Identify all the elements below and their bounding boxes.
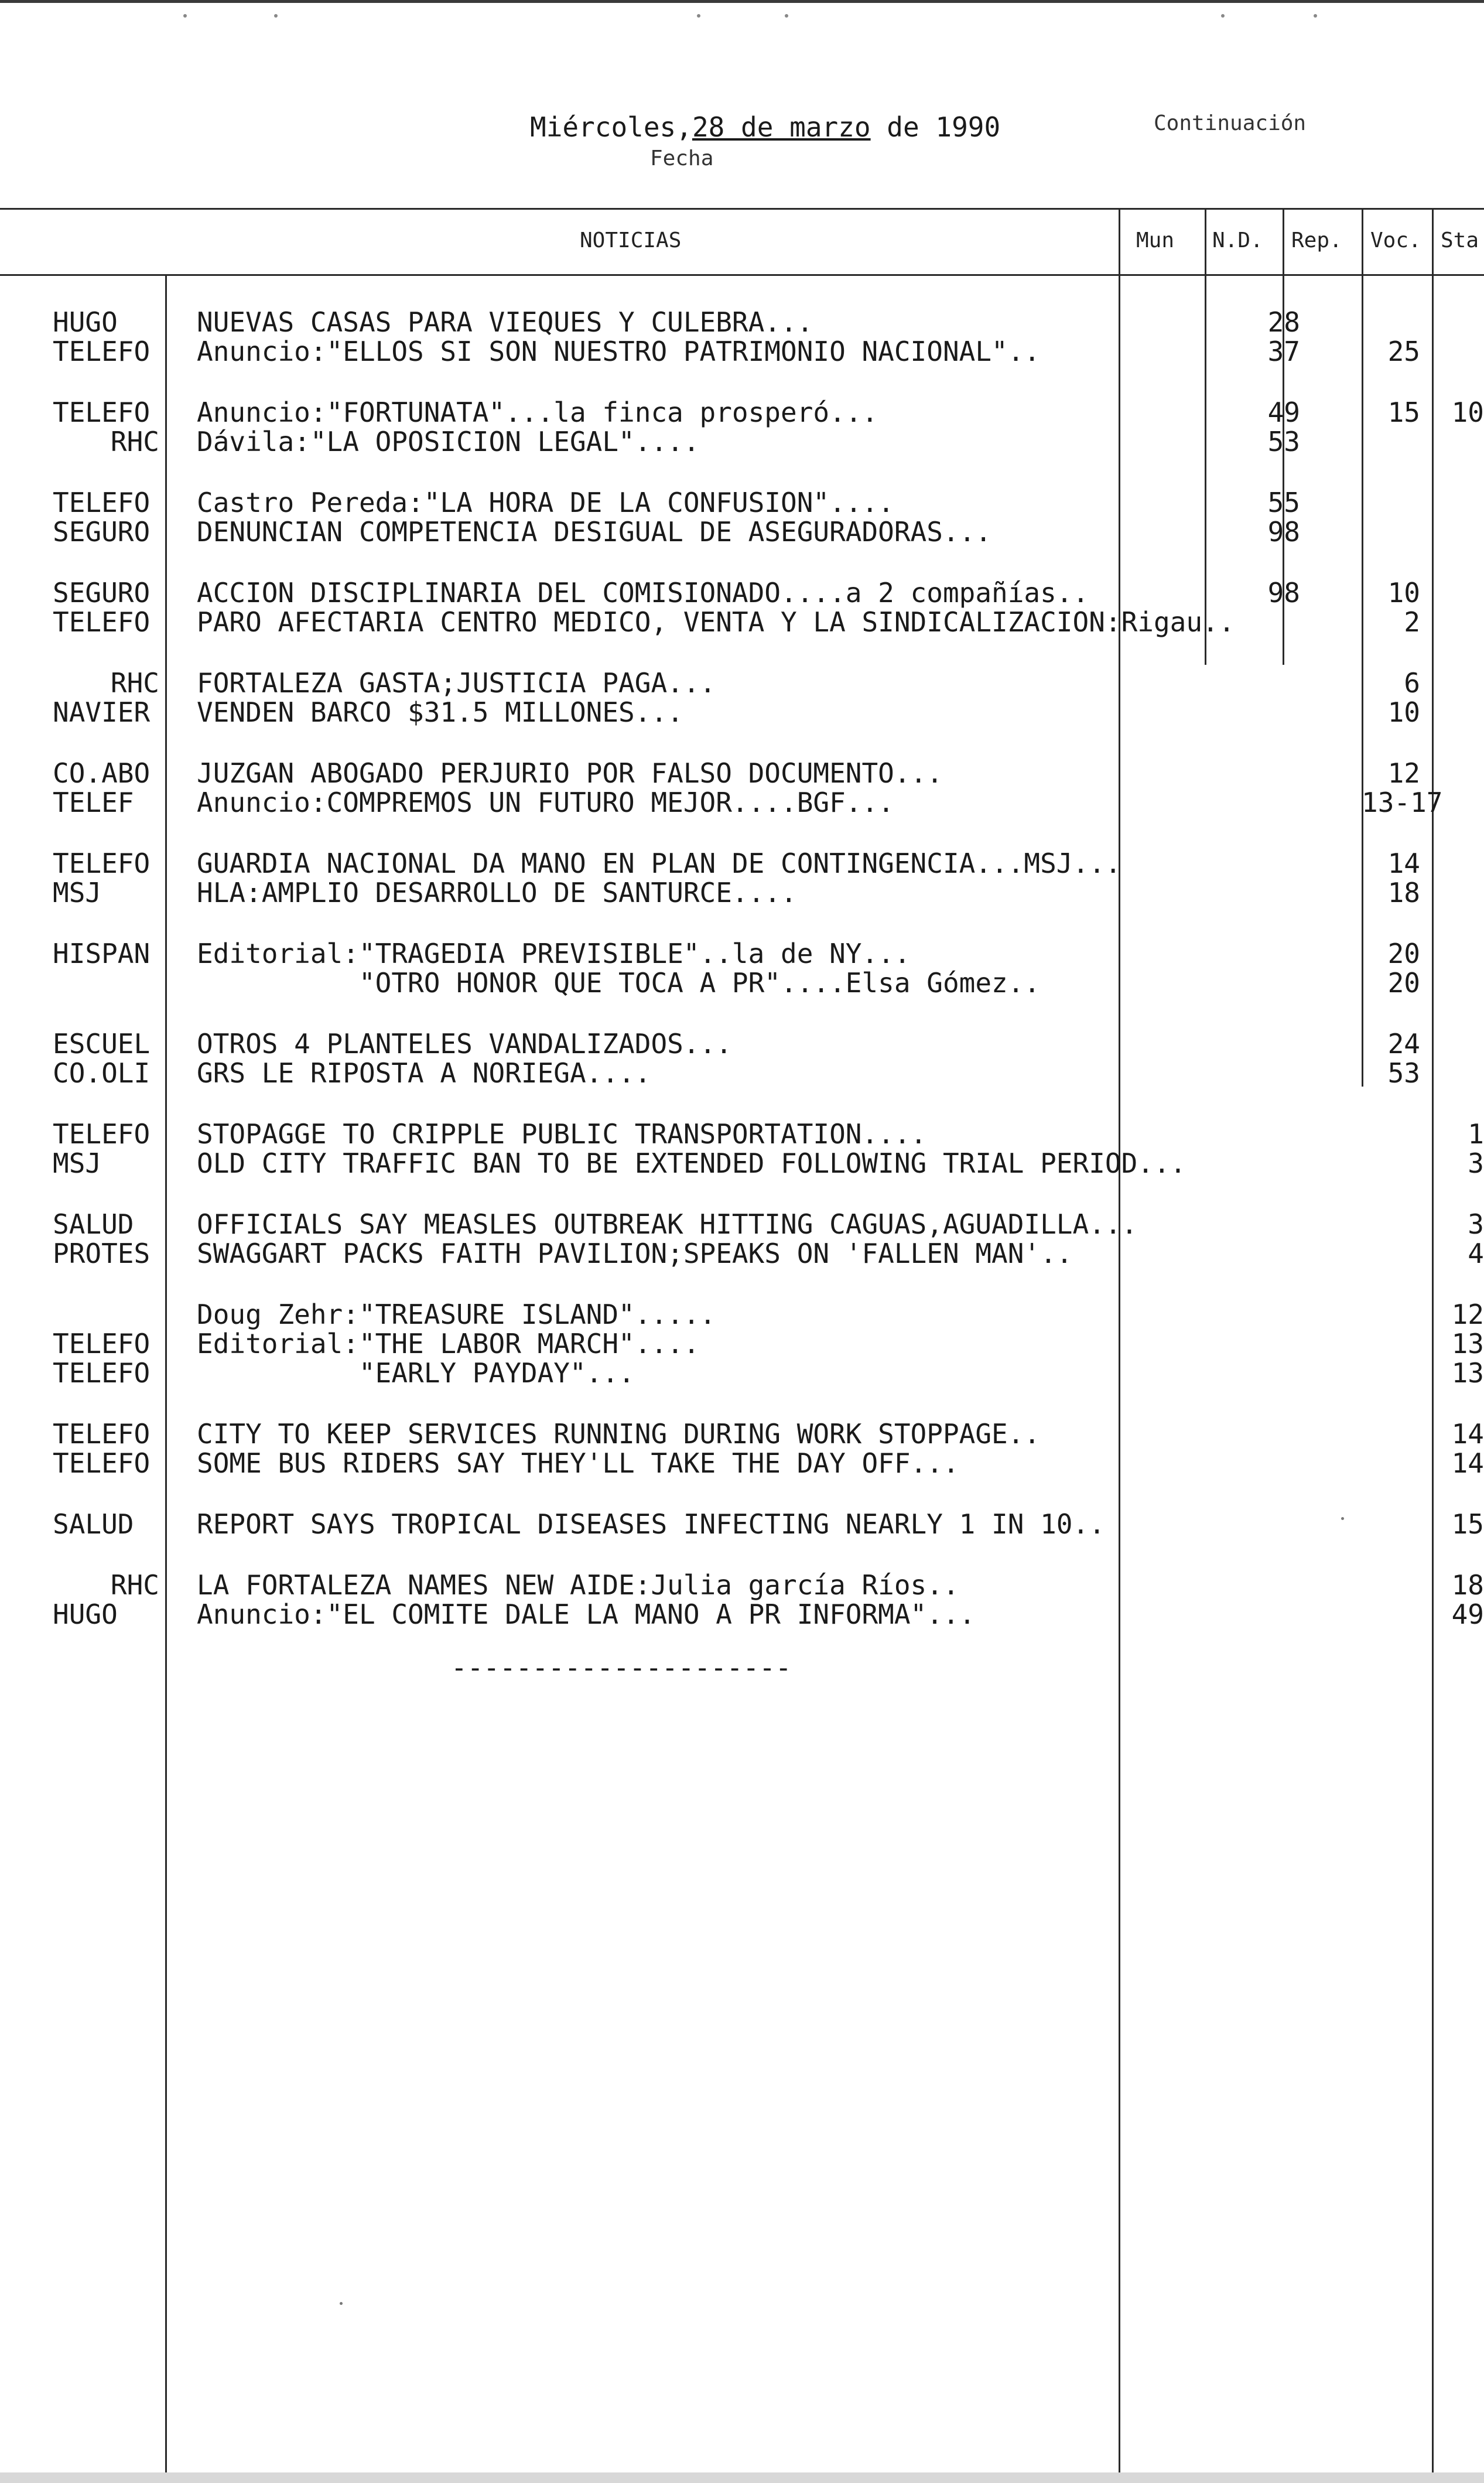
headline-cell: SWAGGART PACKS FAITH PAVILION;SPEAKS ON 'FALLEN MAN'.. xyxy=(197,1238,1073,1269)
table-row xyxy=(0,578,1484,607)
source-cell: MSJ xyxy=(53,877,102,909)
binder-holes xyxy=(0,14,1484,26)
sta-page-cell: 1 xyxy=(1468,1119,1484,1149)
group-gap xyxy=(0,1178,1484,1210)
table-row xyxy=(0,1210,1484,1239)
column-header-nd: N.D. xyxy=(1212,228,1263,252)
table-row xyxy=(0,1449,1484,1478)
sta-page-cell: 15 xyxy=(1451,1509,1484,1539)
headline-cell: SOME BUS RIDERS SAY THEY'LL TAKE THE DAY OFF... xyxy=(197,1447,959,1479)
group-gap xyxy=(0,1268,1484,1300)
group-gap xyxy=(0,1478,1484,1509)
voc-page-cell: 13-17 xyxy=(1362,787,1443,818)
continuation-label: Continuación xyxy=(1154,111,1307,135)
headline-cell: NUEVAS CASAS PARA VIEQUES Y CULEBRA... xyxy=(197,306,813,338)
scan-speck xyxy=(340,2302,343,2305)
sta-page-cell: 18 xyxy=(1451,1570,1484,1600)
nd-page-cell: 98 xyxy=(1267,516,1300,548)
table-row xyxy=(0,788,1484,817)
headline-cell: Anuncio:"ELLOS SI SON NUESTRO PATRIMONIO NACIONAL".. xyxy=(197,336,1041,367)
headline-cell: GUARDIA NACIONAL DA MANO EN PLAN DE CONTINGENCIA...MSJ... xyxy=(197,848,1121,879)
source-cell: HUGO xyxy=(53,1599,118,1630)
group-gap xyxy=(0,1539,1484,1570)
source-cell: TELEFO xyxy=(53,397,151,428)
table-row xyxy=(0,878,1484,907)
source-cell: PROTES xyxy=(53,1238,151,1269)
group-gap xyxy=(0,456,1484,488)
headline-cell: "EARLY PAYDAY"... xyxy=(197,1357,635,1389)
date-label: Fecha xyxy=(650,146,714,170)
sta-page-cell: 3 xyxy=(1468,1210,1484,1239)
date-year: de 1990 xyxy=(887,111,1001,143)
column-header-rep: Rep. xyxy=(1291,228,1342,252)
source-cell: HISPAN xyxy=(53,938,151,969)
table-row xyxy=(0,1239,1484,1268)
source-cell: TELEFO xyxy=(53,336,151,367)
headline-cell: Anuncio:"FORTUNATA"...la finca prosperó... xyxy=(197,397,878,428)
headline-cell: DENUNCIAN COMPETENCIA DESIGUAL DE ASEGURADORAS... xyxy=(197,516,992,548)
voc-page-cell: 25 xyxy=(1387,336,1420,367)
column-header-voc: Voc. xyxy=(1370,228,1421,252)
group-gap xyxy=(0,817,1484,849)
source-cell: TELEFO xyxy=(53,1357,151,1389)
headline-cell: PARO AFECTARIA CENTRO MEDICO, VENTA Y LA SINDICALIZACION:Rigau.. xyxy=(197,606,1235,638)
table-row xyxy=(0,488,1484,517)
table-row xyxy=(0,337,1484,366)
source-cell: SALUD xyxy=(53,1208,134,1240)
headline-cell: HLA:AMPLIO DESARROLLO DE SANTURCE.... xyxy=(197,877,797,909)
table-row xyxy=(0,1419,1484,1449)
source-cell: RHC xyxy=(110,667,159,699)
headline-cell: ACCION DISCIPLINARIA DEL COMISIONADO....a 2 compañías.. xyxy=(197,577,1089,609)
column-header-mun: Mun xyxy=(1136,228,1175,252)
table-row xyxy=(0,517,1484,547)
source-cell: SEGURO xyxy=(53,577,151,609)
nd-page-cell: 37 xyxy=(1267,336,1300,367)
headline-cell: GRS LE RIPOSTA A NORIEGA.... xyxy=(197,1057,651,1089)
source-cell: SEGURO xyxy=(53,516,151,548)
group-gap xyxy=(0,998,1484,1029)
headline-cell: OTROS 4 PLANTELES VANDALIZADOS... xyxy=(197,1028,732,1060)
sta-page-cell: 10 xyxy=(1451,398,1484,427)
headline-cell: Editorial:"TRAGEDIA PREVISIBLE"..la de NY... xyxy=(197,938,911,969)
voc-page-cell: 18 xyxy=(1387,877,1420,909)
source-cell: ESCUEL xyxy=(53,1028,151,1060)
date-line xyxy=(530,111,1000,143)
voc-page-cell: 53 xyxy=(1387,1057,1420,1089)
headline-cell: REPORT SAYS TROPICAL DISEASES INFECTING NEARLY 1 IN 10.. xyxy=(197,1508,1105,1540)
sta-page-cell: 13 xyxy=(1451,1358,1484,1388)
source-cell: CO.ABO xyxy=(53,757,151,789)
date-day-month: 28 de marzo xyxy=(692,111,871,143)
nd-page-cell: 53 xyxy=(1267,426,1300,457)
voc-page-cell: 15 xyxy=(1387,397,1420,428)
source-cell: CO.OLI xyxy=(53,1057,151,1089)
source-cell: TELEFO xyxy=(53,1328,151,1360)
sta-page-cell: 49 xyxy=(1451,1600,1484,1629)
headline-cell: STOPAGGE TO CRIPPLE PUBLIC TRANSPORTATION.... xyxy=(197,1118,927,1150)
group-gap xyxy=(0,1388,1484,1419)
headline-cell: Editorial:"THE LABOR MARCH".... xyxy=(197,1328,700,1360)
headline-cell: FORTALEZA GASTA;JUSTICIA PAGA... xyxy=(197,667,716,699)
group-gap xyxy=(0,907,1484,939)
table-row xyxy=(0,1570,1484,1600)
headline-cell: Anuncio:"EL COMITE DALE LA MANO A PR INFORMA"... xyxy=(197,1599,976,1630)
source-cell: SALUD xyxy=(53,1508,134,1540)
source-cell: RHC xyxy=(110,426,159,457)
nd-page-cell: 49 xyxy=(1267,397,1300,428)
headline-cell: Doug Zehr:"TREASURE ISLAND"..... xyxy=(197,1299,716,1330)
table-row xyxy=(0,1300,1484,1329)
table-row xyxy=(0,849,1484,878)
headline-cell: Dávila:"LA OPOSICION LEGAL".... xyxy=(197,426,700,457)
group-gap xyxy=(0,727,1484,759)
table-row xyxy=(0,1029,1484,1058)
sta-page-cell: 14 xyxy=(1451,1419,1484,1449)
nd-page-cell: 28 xyxy=(1267,306,1300,338)
table-row xyxy=(0,1509,1484,1539)
voc-page-cell: 10 xyxy=(1387,577,1420,609)
table-row xyxy=(0,1358,1484,1388)
source-cell: TELEFO xyxy=(53,1447,151,1479)
sta-page-cell: 3 xyxy=(1468,1149,1484,1178)
date-weekday: Miércoles, xyxy=(530,111,692,143)
table-row xyxy=(0,939,1484,968)
sta-page-cell: 12 xyxy=(1451,1300,1484,1329)
source-cell: TELEFO xyxy=(53,606,151,638)
table-row xyxy=(0,1149,1484,1178)
group-gap xyxy=(0,366,1484,398)
scan-edge xyxy=(0,2472,1484,2483)
news-list xyxy=(0,308,1484,1661)
voc-page-cell: 10 xyxy=(1387,696,1420,728)
nd-page-cell: 98 xyxy=(1267,577,1300,609)
column-header-sta: Sta xyxy=(1441,228,1479,252)
table-row xyxy=(0,759,1484,788)
voc-page-cell: 24 xyxy=(1387,1028,1420,1060)
table-row xyxy=(0,1119,1484,1149)
voc-page-cell: 20 xyxy=(1387,967,1420,999)
voc-page-cell: 20 xyxy=(1387,938,1420,969)
group-gap xyxy=(0,637,1484,668)
table-row xyxy=(0,968,1484,998)
table-row xyxy=(0,668,1484,698)
source-cell: TELEFO xyxy=(53,1118,151,1150)
source-cell: TELEFO xyxy=(53,848,151,879)
table-top-rule xyxy=(0,208,1484,210)
group-gap xyxy=(0,1088,1484,1119)
headline-cell: JUZGAN ABOGADO PERJURIO POR FALSO DOCUMENTO... xyxy=(197,757,943,789)
headline-cell: VENDEN BARCO $31.5 MILLONES... xyxy=(197,696,683,728)
voc-page-cell: 6 xyxy=(1404,667,1420,699)
table-row xyxy=(0,398,1484,427)
column-header-noticias: NOTICIAS xyxy=(580,228,682,252)
sta-page-cell: 14 xyxy=(1451,1449,1484,1478)
headline-cell: LA FORTALEZA NAMES NEW AIDE:Julia garcía Ríos.. xyxy=(197,1569,959,1601)
table-row xyxy=(0,1600,1484,1629)
voc-page-cell: 2 xyxy=(1404,606,1420,638)
table-row xyxy=(0,698,1484,727)
table-row xyxy=(0,1058,1484,1088)
sta-page-cell: 4 xyxy=(1468,1239,1484,1268)
table-row xyxy=(0,427,1484,456)
source-cell: TELEF xyxy=(53,787,134,818)
group-gap xyxy=(0,547,1484,578)
source-cell: RHC xyxy=(110,1569,159,1601)
headline-cell: "OTRO HONOR QUE TOCA A PR"....Elsa Gómez.. xyxy=(197,967,1041,999)
table-row xyxy=(0,607,1484,637)
table-row xyxy=(0,308,1484,337)
source-cell: TELEFO xyxy=(53,1418,151,1450)
headline-cell: OLD CITY TRAFFIC BAN TO BE EXTENDED FOLLOWING TRIAL PERIOD... xyxy=(197,1147,1186,1179)
voc-page-cell: 12 xyxy=(1387,757,1420,789)
voc-page-cell: 14 xyxy=(1387,848,1420,879)
table-header-rule xyxy=(0,274,1484,276)
table-row xyxy=(0,1329,1484,1358)
headline-cell: CITY TO KEEP SERVICES RUNNING DURING WORK STOPPAGE.. xyxy=(197,1418,1041,1450)
nd-page-cell: 55 xyxy=(1267,487,1300,518)
source-cell: HUGO xyxy=(53,306,118,338)
headline-cell: Castro Pereda:"LA HORA DE LA CONFUSION".... xyxy=(197,487,894,518)
top-border xyxy=(0,0,1484,3)
sta-page-cell: 13 xyxy=(1451,1329,1484,1358)
headline-cell: OFFICIALS SAY MEASLES OUTBREAK HITTING CAGUAS,AGUADILLA... xyxy=(197,1208,1138,1240)
source-cell: MSJ xyxy=(53,1147,102,1179)
end-separator: --------------------- xyxy=(451,1652,792,1683)
source-cell: NAVIER xyxy=(53,696,151,728)
headline-cell: Anuncio:COMPREMOS UN FUTURO MEJOR....BGF... xyxy=(197,787,894,818)
source-cell: TELEFO xyxy=(53,487,151,518)
scan-speck xyxy=(1341,1517,1344,1520)
